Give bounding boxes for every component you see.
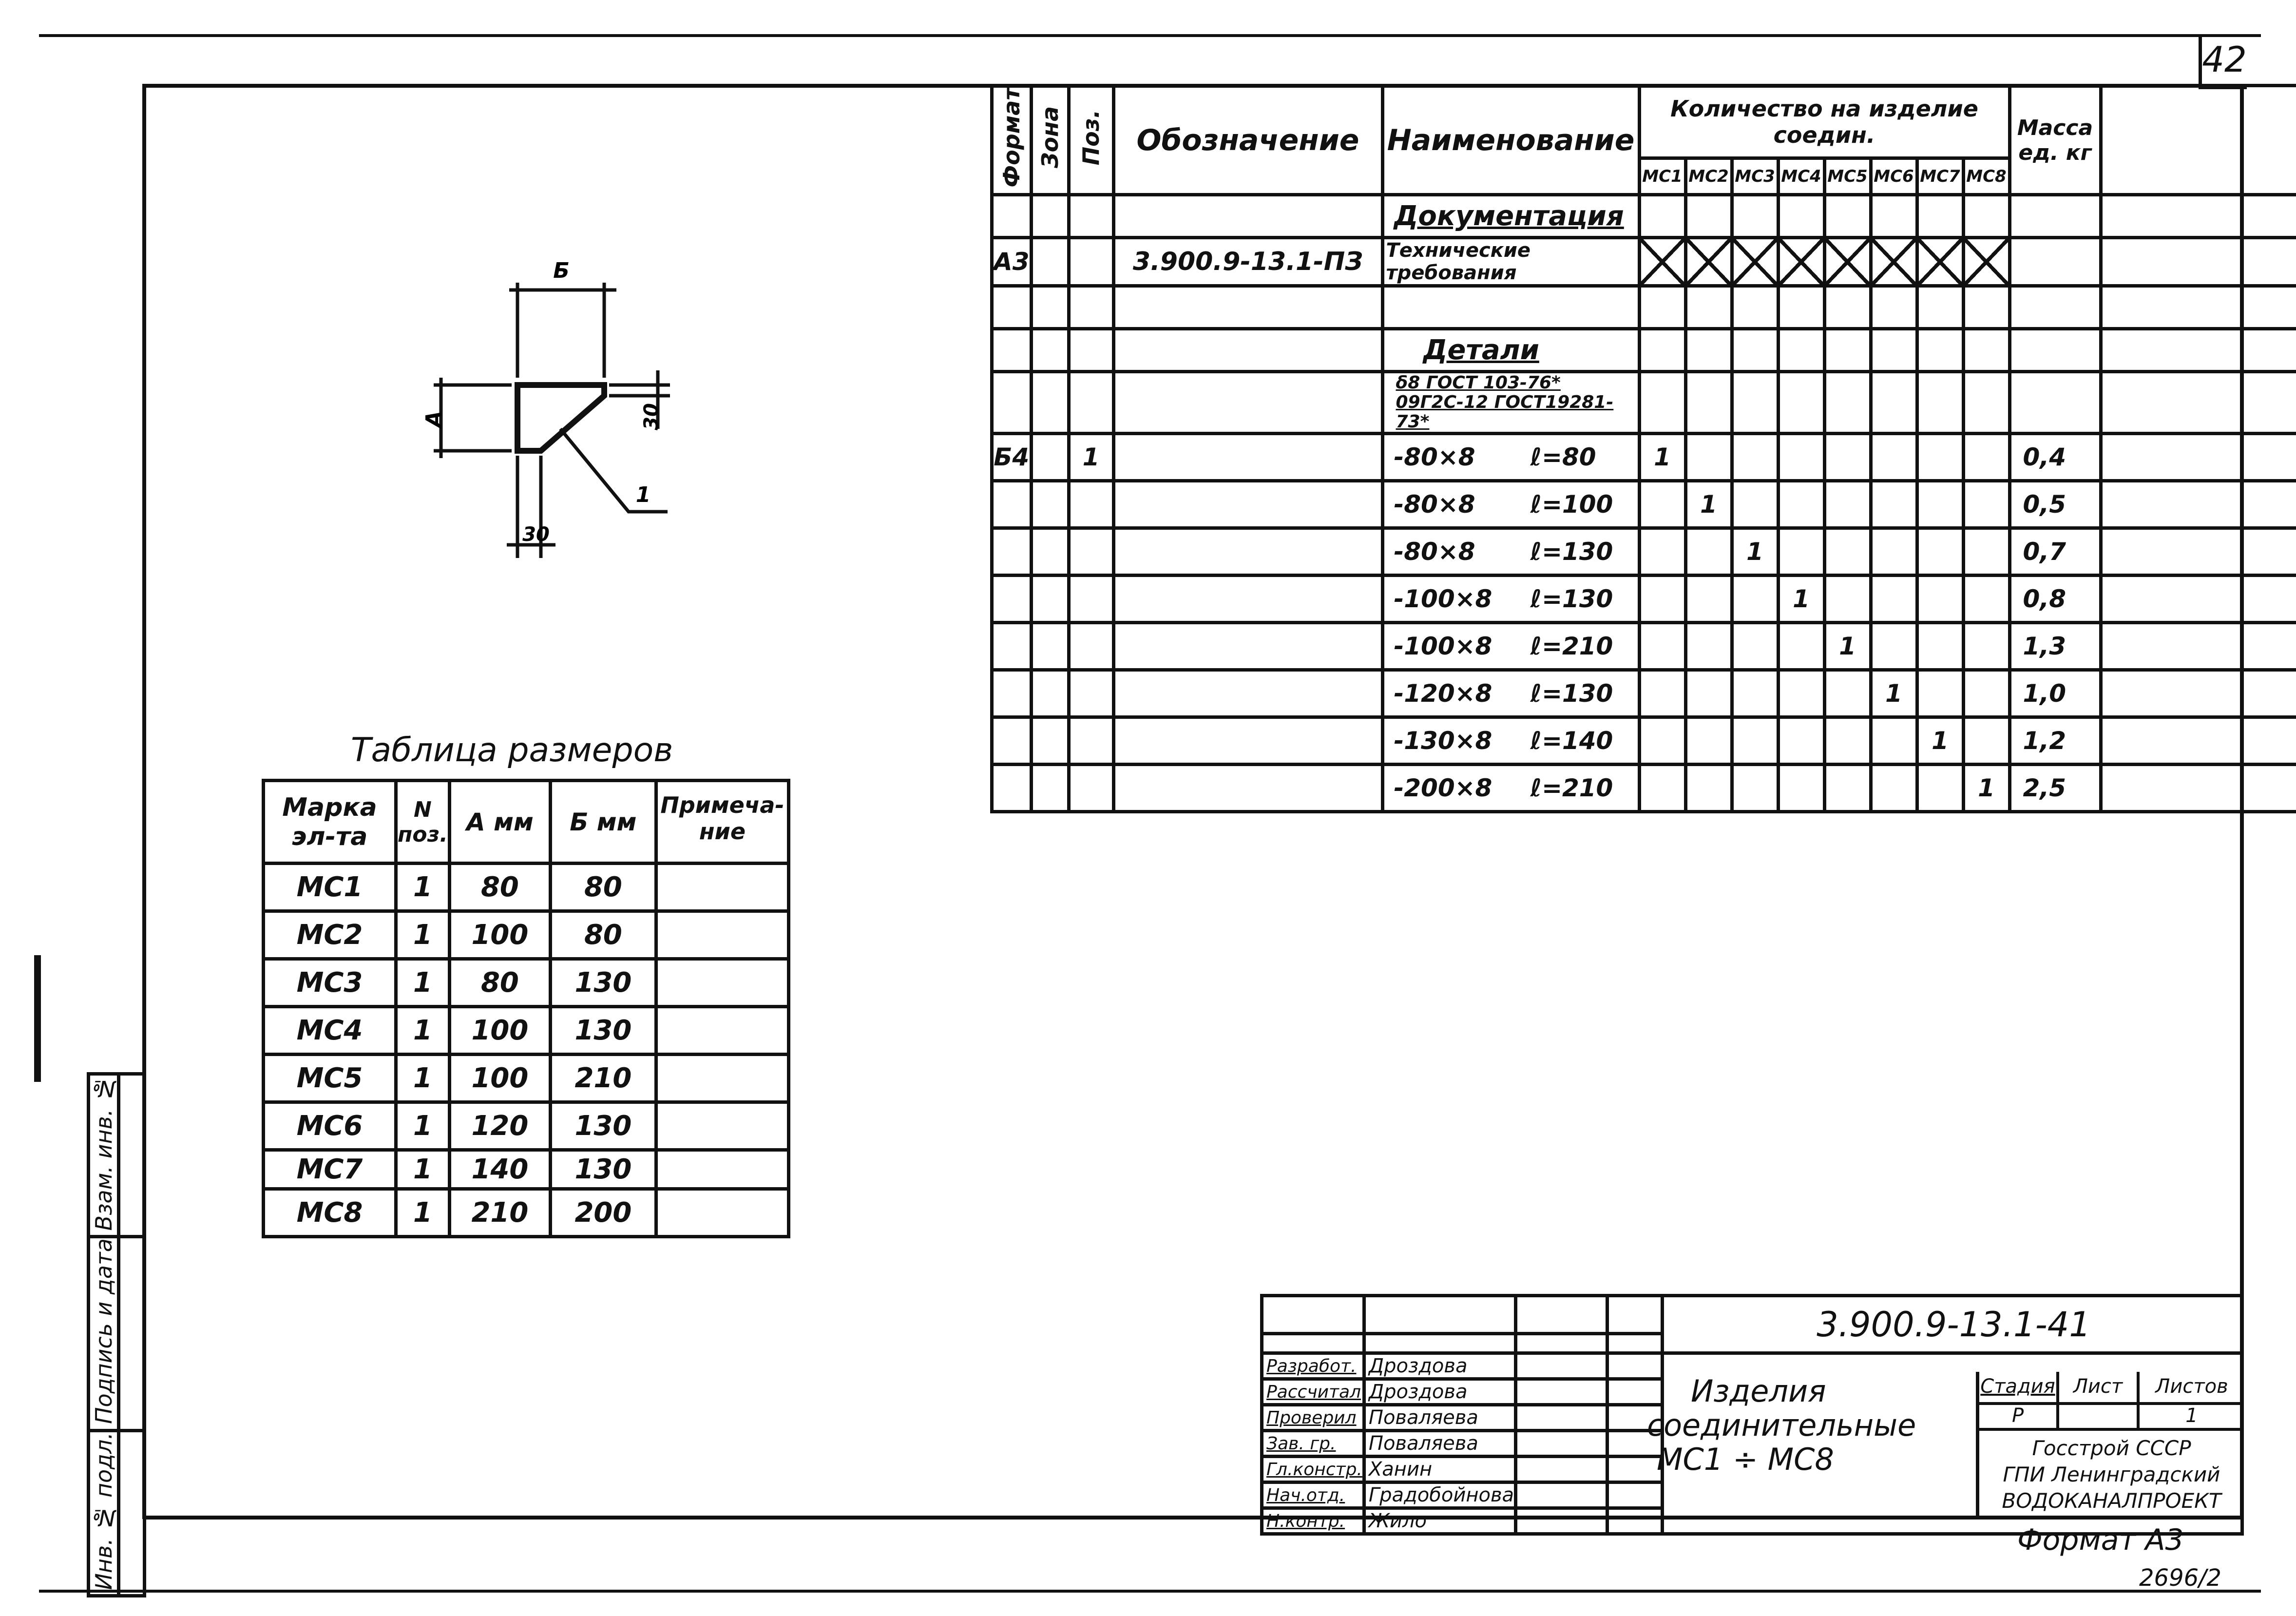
sizes-cell: 140 [449, 1150, 550, 1189]
part-mass: 1,3 [2009, 623, 2101, 670]
sizes-cell: 1 [396, 1007, 450, 1055]
plate-outline [517, 385, 604, 451]
sizes-cell: 1 [396, 1055, 450, 1102]
qty-col-header: МС6 [1871, 158, 1917, 195]
sizes-head-a: А мм [449, 781, 550, 864]
sizes-cell: 1 [396, 1102, 450, 1150]
sizes-row [264, 1055, 789, 1102]
sizes-head-mark: Марка эл-та [264, 781, 396, 864]
sizes-cell: 80 [449, 864, 550, 911]
dim-30-right-label: 30 [640, 403, 663, 430]
sizes-cell: 120 [449, 1102, 550, 1150]
qty-col-header: МС2 [1685, 158, 1732, 195]
dim-a-label: А [421, 410, 446, 428]
part-mass: 1,0 [2009, 670, 2101, 717]
sheet-number: 42 [2199, 35, 2247, 89]
stage-value: Р [2011, 1404, 2024, 1427]
tb-divider [1976, 1372, 1979, 1518]
role-person: Поваляева [1364, 1405, 1515, 1431]
qty-col-header: МС7 [1917, 158, 1963, 195]
sizes-cell: МС2 [264, 911, 396, 959]
sizes-cell: 130 [550, 1150, 656, 1189]
role-person: Жило [1364, 1508, 1515, 1534]
parts-standard-2: 09Г2С-12 ГОСТ19281-73* [1396, 392, 1614, 432]
sizes-head-notes: Примеча- ние [656, 781, 788, 864]
part-qty: 1 [1824, 623, 1871, 670]
sizes-cell: 200 [550, 1189, 656, 1237]
doc-format: А3 [992, 238, 1032, 286]
part-qty: 1 [1963, 765, 2009, 812]
sizes-cell: 80 [550, 911, 656, 959]
role-title: Проверил [1262, 1405, 1364, 1431]
role-title: Гл.констр. [1262, 1457, 1364, 1482]
part-length: ℓ=80 [1530, 443, 1596, 472]
part-size: -100×8 [1394, 632, 1492, 661]
side-signature-date: Подпись и дата [90, 1238, 117, 1424]
part-qty: 1 [1685, 481, 1732, 528]
sizes-cell: 130 [550, 1102, 656, 1150]
sizes-cell: 1 [396, 911, 450, 959]
part-qty: 1 [1732, 528, 1778, 576]
sizes-cell: МС7 [264, 1150, 396, 1189]
tb-stage-line2 [1976, 1428, 2244, 1431]
col-name-header: Наименование [1382, 86, 1639, 195]
section-documentation: Документация [1382, 195, 1639, 238]
bottom-stamp: 2696/2 [2139, 1564, 2221, 1592]
sheets-label: Листов [2155, 1375, 2228, 1398]
sizes-cell: 80 [449, 959, 550, 1007]
sizes-row [264, 864, 789, 911]
part-mass: 1,2 [2009, 717, 2101, 765]
part-mass: 0,5 [2009, 481, 2101, 528]
format-label: Формат А3 [2017, 1523, 2184, 1557]
part-mass: 0,4 [2009, 434, 2101, 481]
org-line2: ГПИ Ленинградский [2003, 1462, 2220, 1486]
col-format-header: Формат [998, 87, 1025, 188]
organization [1979, 1435, 2244, 1514]
part-mass: 0,7 [2009, 528, 2101, 576]
role-person: Градобойнова [1364, 1482, 1515, 1508]
sizes-cell: 210 [449, 1189, 550, 1237]
role-title: Разработ. [1262, 1353, 1364, 1379]
part-size: -120×8 [1394, 679, 1492, 708]
part-size: -130×8 [1394, 727, 1492, 755]
part-size: -100×8 [1394, 585, 1492, 614]
qty-col-header: МС5 [1824, 158, 1871, 195]
dim-30-bottom-label: 30 [522, 523, 550, 546]
sizes-cell: 130 [550, 959, 656, 1007]
part-length: ℓ=130 [1530, 585, 1613, 614]
qty-col-header: МС1 [1639, 158, 1685, 195]
side-replace-inv: Взам. инв. № [90, 1076, 117, 1231]
side-margin-block [87, 1072, 146, 1597]
role-title: Зав. гр. [1262, 1431, 1364, 1457]
sizes-row [264, 911, 789, 959]
dim-b-label: Б [553, 258, 570, 283]
parts-standard-1: δ8 ГОСТ 103-76* [1396, 373, 1561, 393]
part-length: ℓ=210 [1530, 774, 1613, 803]
sizes-cell: 130 [550, 1007, 656, 1055]
part-mass: 0,8 [2009, 576, 2101, 623]
col-pos-header: Поз. [1078, 109, 1104, 165]
sizes-cell: 1 [396, 959, 450, 1007]
section-parts: Детали [1382, 329, 1639, 372]
side-inv-original: Инв. № подл. [90, 1432, 117, 1590]
part-qty: 1 [1778, 576, 1824, 623]
product-name [1647, 1374, 1959, 1477]
role-person: Дроздова [1364, 1353, 1515, 1379]
role-title: Нач.отд. [1262, 1482, 1364, 1508]
role-title: Рассчитал [1262, 1379, 1364, 1405]
role-person: Поваляева [1364, 1431, 1515, 1457]
col-zone-header: Зона [1036, 106, 1063, 169]
part-length: ℓ=130 [1530, 538, 1613, 566]
sizes-cell: 100 [449, 1055, 550, 1102]
sizes-row [264, 1102, 789, 1150]
sizes-cell: 1 [396, 864, 450, 911]
sizes-row [264, 1007, 789, 1055]
role-person: Дроздова [1364, 1379, 1515, 1405]
col-mass-header: Масса ед. кг [2009, 86, 2101, 195]
sizes-cell: 1 [396, 1189, 450, 1237]
qty-col-header: МС4 [1778, 158, 1824, 195]
part-length: ℓ=210 [1530, 632, 1613, 661]
sizes-row [264, 1150, 789, 1189]
stage-label: Стадия [1980, 1375, 2055, 1398]
sheet-label: Лист [2073, 1375, 2123, 1398]
doc-name: Технические требования [1382, 238, 1639, 286]
part-size: -80×8 [1394, 443, 1475, 472]
sizes-cell: МС6 [264, 1102, 396, 1150]
role-person: Ханин [1364, 1457, 1515, 1482]
sizes-cell: 100 [449, 1007, 550, 1055]
part-length: ℓ=140 [1530, 727, 1613, 755]
org-line3: ВОДОКАНАЛПРОЕКТ [2002, 1489, 2221, 1513]
org-line1: Госстрой СССР [2032, 1436, 2191, 1460]
leader-label: 1 [635, 482, 651, 507]
product-name-line3: МС1 ÷ МС8 [1657, 1442, 1834, 1477]
qty-col-header: МС3 [1732, 158, 1778, 195]
sizes-cell: МС8 [264, 1189, 396, 1237]
sizes-table [262, 779, 790, 1238]
sizes-cell: МС5 [264, 1055, 396, 1102]
sizes-head-b: Б мм [550, 781, 656, 864]
sizes-row [264, 1189, 789, 1237]
part-length: ℓ=130 [1530, 679, 1613, 708]
part-size: -200×8 [1394, 774, 1492, 803]
sizes-cell: МС1 [264, 864, 396, 911]
role-title: Н.контр. [1262, 1508, 1364, 1534]
product-name-line2: соединительные [1647, 1407, 1916, 1443]
col-designation-header: Обозначение [1113, 86, 1382, 195]
sizes-cell: 100 [449, 911, 550, 959]
col-qty-header: Количество на изделие соедин. [1639, 86, 2009, 158]
part-size: -80×8 [1394, 538, 1475, 566]
part-qty: 1 [1639, 434, 1685, 481]
sizes-row [264, 959, 789, 1007]
part-qty: 1 [1917, 717, 1963, 765]
sizes-head-pos: N поз. [396, 781, 450, 864]
sizes-cell: 1 [396, 1150, 450, 1189]
sizes-cell: 80 [550, 864, 656, 911]
sizes-cell: МС4 [264, 1007, 396, 1055]
part-pos: 1 [1069, 434, 1113, 481]
sizes-table-title: Таблица размеров [351, 731, 673, 770]
part-size: -80×8 [1394, 490, 1475, 519]
part-mass: 2,5 [2009, 765, 2101, 812]
part-length: ℓ=100 [1530, 490, 1613, 519]
part-qty: 1 [1871, 670, 1917, 717]
sizes-cell: 210 [550, 1055, 656, 1102]
product-name-line1: Изделия [1691, 1373, 1826, 1409]
sizes-cell: МС3 [264, 959, 396, 1007]
doc-designation: 3.900.9-13.1-ПЗ [1113, 238, 1382, 286]
qty-col-header: МС8 [1963, 158, 2009, 195]
document-code: 3.900.9-13.1-41 [1663, 1296, 2242, 1353]
part-format: Б4 [992, 434, 1032, 481]
sheets-value: 1 [2185, 1404, 2198, 1427]
